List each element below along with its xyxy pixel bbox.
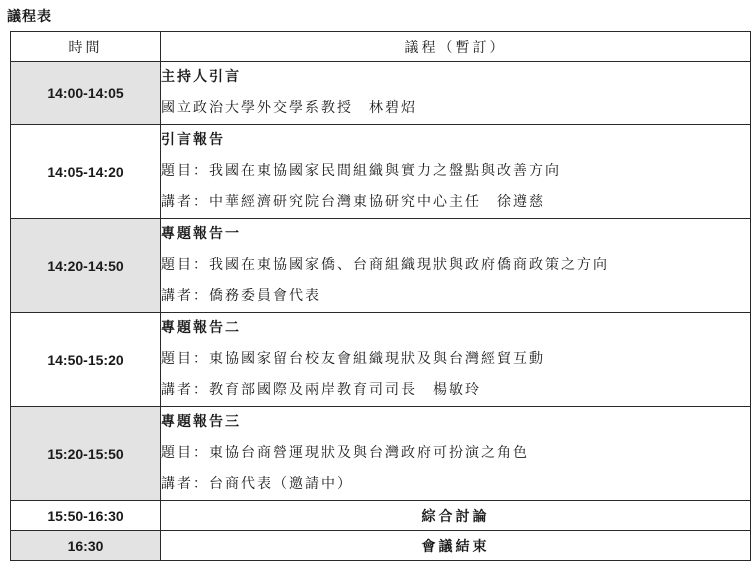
session-details (161, 125, 751, 219)
discussion-time: 15:50-16:30 (11, 501, 161, 531)
session-title: 專題報告三 (161, 414, 241, 430)
session-speaker: 講者：台商代表（邀請中） (161, 476, 353, 492)
session-speaker: 講者：教育部國際及兩岸教育司司長 楊敏玲 (161, 382, 481, 398)
header-time: 時間 (11, 32, 161, 62)
agenda-table (10, 31, 751, 561)
session-time: 14:05-14:20 (11, 125, 161, 219)
table-row (11, 407, 751, 501)
session-time: 14:00-14:05 (11, 62, 161, 125)
session-details (161, 407, 751, 501)
table-row (11, 313, 751, 407)
session-speaker: 講者：中華經濟研究院台灣東協研究中心主任 徐遵慈 (161, 194, 545, 210)
session-time: 14:50-15:20 (11, 313, 161, 407)
table-row (11, 501, 751, 531)
document-title: 議程表 (7, 9, 52, 25)
session-details (161, 313, 751, 407)
session-speaker: 講者：僑務委員會代表 (161, 288, 321, 304)
session-time: 14:20-14:50 (11, 219, 161, 313)
table-row (11, 125, 751, 219)
table-header-row (11, 32, 751, 62)
session-speaker: 國立政治大學外交學系教授 林碧炤 (161, 100, 417, 116)
session-topic: 題目：東協台商營運現狀及與台灣政府可扮演之角色 (161, 445, 529, 461)
session-title: 專題報告一 (161, 226, 241, 242)
session-details (161, 62, 751, 125)
table-row (11, 62, 751, 125)
table-row (11, 219, 751, 313)
session-time: 15:20-15:50 (11, 407, 161, 501)
session-title: 專題報告二 (161, 320, 241, 336)
header-agenda: 議程（暫訂） (161, 32, 751, 62)
closing-time: 16:30 (11, 531, 161, 561)
session-details (161, 219, 751, 313)
session-title: 主持人引言 (161, 69, 241, 85)
session-title: 引言報告 (161, 132, 225, 148)
session-topic: 題目：我國在東協國家民間組織與實力之盤點與改善方向 (161, 163, 561, 179)
table-row (11, 531, 751, 561)
closing-label: 會議結束 (161, 531, 751, 561)
session-topic: 題目：我國在東協國家僑、台商組織現狀與政府僑商政策之方向 (161, 257, 609, 273)
discussion-label: 綜合討論 (161, 501, 751, 531)
session-topic: 題目：東協國家留台校友會組織現狀及與台灣經貿互動 (161, 351, 545, 367)
